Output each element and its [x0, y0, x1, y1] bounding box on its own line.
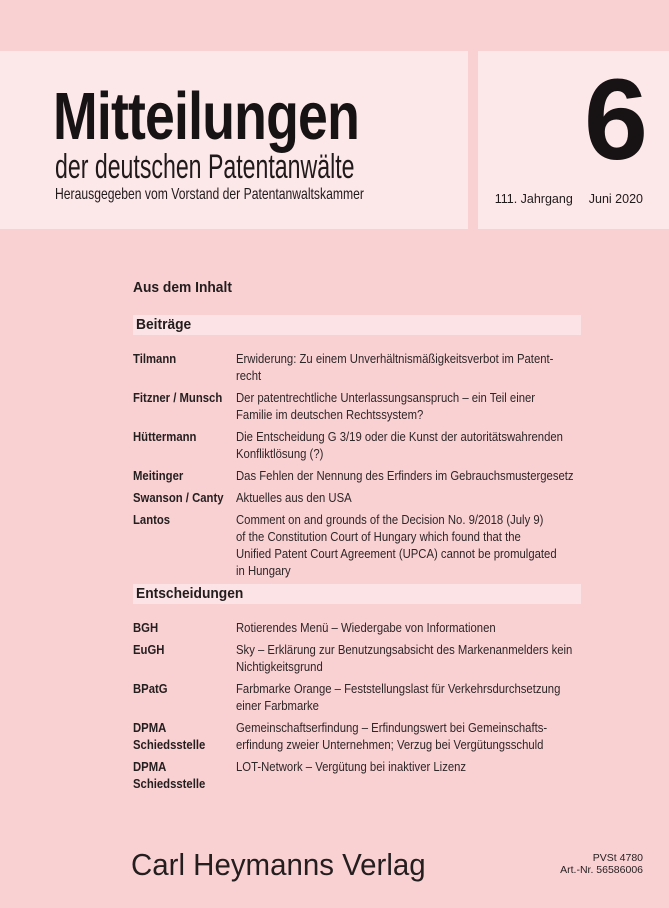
- toc-author: [133, 389, 236, 423]
- publisher-line: Herausgegeben vom Vorstand der Patentanwaltskammer: [55, 186, 364, 203]
- toc-title: [236, 758, 581, 792]
- toc-title: [236, 719, 594, 753]
- issue-date: Juni 2020: [588, 192, 643, 206]
- toc-author: [133, 511, 236, 579]
- section-label: Entscheidungen: [136, 585, 244, 602]
- journal-title: Mitteilungen: [53, 79, 360, 154]
- toc-author: [133, 680, 236, 714]
- toc-author-line: DPMA: [133, 720, 167, 735]
- toc-entry: [133, 719, 581, 753]
- toc-title-line: Nichtigkeitsgrund: [236, 659, 323, 674]
- toc-title-line: Konfliktlösung (?): [236, 446, 324, 461]
- art-nr-code: Art.-Nr. 56586006: [560, 863, 643, 876]
- toc-author: [133, 641, 236, 675]
- issue-number: 6: [584, 56, 646, 184]
- toc-title-line: in Hungary: [236, 563, 291, 578]
- volume-label: 111. Jahrgang: [494, 192, 573, 206]
- toc-entry: [133, 489, 581, 506]
- issue-meta: [495, 192, 643, 206]
- toc-title-line: Das Fehlen der Nennung des Erfinders im Gebrauchsmustergesetz: [236, 468, 574, 483]
- toc-author-line: Meitinger: [133, 468, 184, 483]
- section-band: [133, 315, 581, 335]
- toc-author: [133, 619, 236, 636]
- toc-author-line: Hüttermann: [133, 429, 197, 444]
- toc-entry: [133, 758, 581, 792]
- toc-title: [236, 428, 612, 462]
- toc-title: [236, 619, 581, 636]
- toc-title-line: erfindung zweier Unternehmen; Verzug bei Vergütungsschuld: [236, 737, 544, 752]
- publisher-name: Carl Heymanns Verlag: [131, 847, 426, 882]
- toc-title-line: einer Farbmarke: [236, 698, 319, 713]
- toc-title-line: LOT-Network – Vergütung bei inaktiver Lizenz: [236, 759, 467, 774]
- toc-entry: [133, 467, 581, 484]
- toc-title-line: Comment on and grounds of the Decision No. 9/2018 (July 9): [236, 512, 544, 527]
- toc-section: [133, 584, 581, 792]
- toc-author-line: EuGH: [133, 642, 165, 657]
- toc-title: [236, 467, 624, 484]
- toc-title-line: Sky – Erklärung zur Benutzungsabsicht des Markenanmelders kein: [236, 642, 573, 657]
- journal-subtitle: der deutschen Patentanwälte: [55, 148, 355, 186]
- toc-author-line: Fitzner / Munsch: [133, 390, 223, 405]
- toc-entry: [133, 428, 581, 462]
- toc-title-line: Erwiderung: Zu einem Unverhältnismäßigkeitsverbot im Patent-: [236, 351, 554, 366]
- contents-heading: Aus dem Inhalt: [133, 279, 232, 296]
- toc-title-line: Die Entscheidung G 3/19 oder die Kunst der autoritätswahrenden: [236, 429, 563, 444]
- toc-author-line: Lantos: [133, 512, 171, 527]
- section-band: [133, 584, 581, 604]
- toc-author: [133, 489, 236, 506]
- toc-author: [133, 467, 236, 484]
- toc-title-line: Farbmarke Orange – Feststellungslast für Verkehrsdurchsetzung: [236, 681, 561, 696]
- toc-title: [236, 641, 623, 675]
- toc-title: [236, 350, 601, 384]
- toc-author: [133, 719, 236, 753]
- toc-entry: [133, 511, 581, 579]
- toc-section: [133, 315, 581, 579]
- footer-codes: [560, 853, 643, 876]
- toc-entry: [133, 389, 581, 423]
- toc-author: [133, 428, 236, 462]
- toc-title: [236, 511, 605, 579]
- toc-title-line: recht: [236, 368, 262, 383]
- toc-entry: [133, 619, 581, 636]
- toc-author-line: DPMA: [133, 759, 167, 774]
- toc-title: [236, 389, 581, 423]
- toc-entry: [133, 641, 581, 675]
- section-label: Beiträge: [136, 316, 192, 333]
- toc-title-line: Aktuelles aus den USA: [236, 490, 352, 505]
- pvst-code: PVSt 4780: [592, 852, 643, 864]
- toc-author: [133, 758, 236, 792]
- toc-author-line: Tilmann: [133, 351, 177, 366]
- toc-title-line: of the Constitution Court of Hungary which found that the: [236, 529, 521, 544]
- toc-title: [236, 489, 581, 506]
- toc-author-line: BGH: [133, 620, 159, 635]
- toc-title-line: Rotierendes Menü – Wiedergabe von Informationen: [236, 620, 496, 635]
- table-of-contents: [133, 278, 581, 797]
- toc-title-line: Der patentrechtliche Unterlassungsanspruch – ein Teil einer: [236, 390, 536, 405]
- toc-author-line: BPatG: [133, 681, 168, 696]
- toc-entry: [133, 680, 581, 714]
- toc-entry: [133, 350, 581, 384]
- toc-title: [236, 680, 609, 714]
- toc-title-line: Familie im deutschen Rechtssystem?: [236, 407, 424, 422]
- toc-author-line: Schiedsstelle: [133, 737, 206, 752]
- toc-author-line: Schiedsstelle: [133, 776, 206, 791]
- contents-sections: [133, 315, 581, 792]
- toc-title-line: Unified Patent Court Agreement (UPCA) cannot be promulgated: [236, 546, 557, 561]
- toc-author: [133, 350, 236, 384]
- toc-title-line: Gemeinschaftserfindung – Erfindungswert bei Gemeinschafts-: [236, 720, 548, 735]
- toc-author-line: Swanson / Canty: [133, 490, 224, 505]
